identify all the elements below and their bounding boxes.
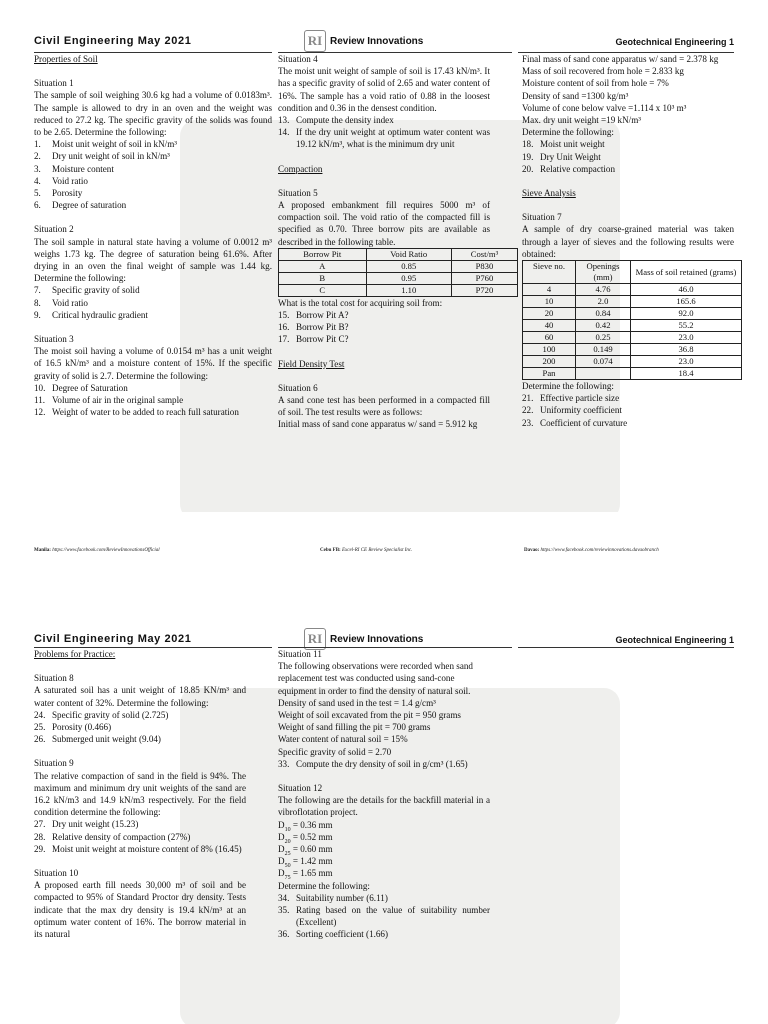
data-line: Weight of soil excavated from the pit = 950 grams <box>278 710 461 721</box>
list-item: 12. Weight of water to be added to reach full saturation <box>34 407 239 418</box>
situation-text: The sample of soil weighing 30.6 kg had a volume of 0.0183m³. The sample is allowed to dry in an oven and the weight was reduced to 27.2 kg. The specific gravity of the solids was found to be 2.65. Determine the following: <box>34 90 272 138</box>
situation-text: A proposed embankment fill requires 5000 m³ of compaction soil. The void ratio of the compacted fill is specified as 0.70. Three borrow pits are available as described in the following table. <box>278 200 490 247</box>
table-cell: 36.8 <box>631 344 742 356</box>
list-item: 21. Effective particle size <box>522 393 620 404</box>
table-cell <box>576 368 631 380</box>
list-item: 35. Rating based on the value of suitability number (Excellent) <box>278 905 490 928</box>
table-cell: 4.76 <box>576 284 631 296</box>
header-brand <box>304 30 423 52</box>
question-text: What is the total cost for acquiring soil from: <box>278 297 443 308</box>
table-header: Openings (mm) <box>576 261 631 284</box>
header-title: Civil Engineering May 2021 <box>34 35 192 47</box>
brand-name: Review Innovations <box>330 633 424 645</box>
question-list <box>34 138 272 211</box>
table-cell: 23.0 <box>631 332 742 344</box>
column-2 <box>278 53 499 431</box>
footer-manila: Manila: https://www.facebook.com/ReviewInnovationsOfficial <box>34 548 160 553</box>
column-1 <box>34 648 246 940</box>
situation-text: A sand cone test has been performed in a compacted fill of soil. The test results were as follows: <box>278 395 490 418</box>
brand-name: Review Innovations <box>330 35 424 47</box>
divider <box>518 647 734 648</box>
data-line: Weight of sand filling the pit = 700 grams <box>278 722 431 733</box>
table-cell: 4 <box>523 284 576 296</box>
situation-title: Situation 9 <box>34 758 74 769</box>
list-item: 17. Borrow Pit C? <box>278 334 349 345</box>
table-cell: 92.0 <box>631 308 742 320</box>
ri-logo-icon: RI <box>304 628 326 650</box>
table-header: Mass of soil retained (grams) <box>631 261 742 284</box>
data-line: Final mass of sand cone apparatus w/ sand = 2.378 kg <box>522 54 719 64</box>
section-title: Sieve Analysis <box>522 188 576 199</box>
situation-text: Initial mass of sand cone apparatus w/ sand = 5.912 kg <box>278 419 478 430</box>
question-list <box>34 818 246 855</box>
list-item: 29. Moist unit weight at moisture content of 8% (16.45) <box>34 843 242 854</box>
list-item: 6. Degree of saturation <box>34 200 127 211</box>
table-row <box>523 296 742 308</box>
table-header: Void Ratio <box>366 248 451 260</box>
column-1 <box>34 53 272 418</box>
question-list <box>522 138 734 175</box>
table-row <box>523 356 742 368</box>
footer-davao: Davao: https://www.facebook.com/reviewinnovations.davaobranch <box>524 548 659 553</box>
list-item: 28. Relative density of compaction (27%) <box>34 831 191 842</box>
header-subject: Geotechnical Engineering 1 <box>615 635 734 645</box>
table-row <box>523 284 742 296</box>
data-line: Moisture content of soil from hole = 7% <box>522 78 669 89</box>
table-cell: 0.85 <box>366 260 451 272</box>
situation-text: The following are the details for the backfill material in a vibroflotation project. <box>278 795 490 818</box>
data-line: Max. dry unit weight =19 kN/m³ <box>522 115 641 126</box>
table-cell: 165.6 <box>631 296 742 308</box>
section-title: Properties of Soil <box>34 54 98 64</box>
table-cell: P720 <box>451 284 517 296</box>
situation-text: The soil sample in natural state having a volume of 0.0012 m³ weighs 1.73 kg. The degree of saturation being 61.6%. After drying in an oven the final weight of sample was 1.44 kg. Determine the following: <box>34 236 272 284</box>
situation-title: Situation 6 <box>278 382 318 393</box>
list-item: 24. Specific gravity of solid (2.725) <box>34 709 169 720</box>
data-line: Mass of soil recovered from hole = 2.833 kg <box>522 66 684 77</box>
list-item: 25. Porosity (0.466) <box>34 722 112 733</box>
list-item: 5. Porosity <box>34 188 83 199</box>
table-cell: 18.4 <box>631 368 742 380</box>
situation-title: Situation 3 <box>34 334 74 345</box>
list-item: 2. Dry unit weight of soil in kN/m³ <box>34 151 170 162</box>
table-cell: Pan <box>523 368 576 380</box>
situation-title: Situation 1 <box>34 78 74 89</box>
sieve-table <box>522 260 742 380</box>
situation-text: A sample of dry coarse-grained material was taken through a layer of sieves and the following results were obtained: <box>522 224 734 259</box>
page-2 <box>0 618 768 1024</box>
situation-text: The relative compaction of sand in the field is 94%. The maximum and minimum dry unit weights of the sand are 16.2 kN/m3 and 14.9 kN/m3 respectively. For the field condition determine the following: <box>34 770 246 818</box>
table-cell: 10 <box>523 296 576 308</box>
table-row <box>523 320 742 332</box>
table-cell: C <box>279 284 367 296</box>
list-item: 4. Void ratio <box>34 175 88 186</box>
table-header-row <box>279 248 518 260</box>
table-cell: 1.10 <box>366 284 451 296</box>
list-item: 20. Relative compaction <box>522 163 615 174</box>
list-item: 19. Dry Unit Weight <box>522 151 601 162</box>
situation-text: A proposed earth fill needs 30,000 m³ of soil and be compacted to 95% of Standard Proctor dry density. Tests indicate that the max dry density is 19.4 kN/m³ at an optimum water content of 16%. The borrow material in its natural <box>34 880 246 940</box>
footer-cebu: Cebu FB: Excel-RI CE Review Specialist Inc. <box>320 548 413 553</box>
data-line: $D_{20} = 0.52$ mm <box>278 831 333 845</box>
situation-text: The moist unit weight of sample of soil is 17.43 kN/m³. It has a specific gravity of solid of 2.65 and water content of 16%. The sample has a void ratio of 0.88 in the loosest condition and 0.36 in the densest condition. <box>278 66 490 113</box>
table-cell: 0.25 <box>576 332 631 344</box>
table-cell: 55.2 <box>631 320 742 332</box>
table-header: Borrow Pit <box>279 248 367 260</box>
list-item: 3. Moisture content <box>34 163 114 174</box>
table-cell: P830 <box>451 260 517 272</box>
question-text: Determine the following: <box>522 381 614 392</box>
list-item: 26. Submerged unit weight (9.04) <box>34 734 161 745</box>
list-item: 22. Uniformity coefficient <box>522 405 622 416</box>
data-line: Volume of cone below valve =1.114 x 10³ m³ <box>522 102 687 113</box>
list-item: 34. Suitability number (6.11) <box>278 892 388 903</box>
table-header: Cost/m³ <box>451 248 517 260</box>
list-item: 18. Moist unit weight <box>522 139 605 150</box>
list-item: 16. Borrow Pit B? <box>278 322 349 333</box>
situation-title: Situation 8 <box>34 673 74 684</box>
question-list <box>278 309 490 346</box>
list-item: 11. Volume of air in the original sample <box>34 395 184 406</box>
table-cell: A <box>279 260 367 272</box>
question-list <box>34 709 246 746</box>
list-item: 27. Dry unit weight (15.23) <box>34 819 139 830</box>
table-cell: 23.0 <box>631 356 742 368</box>
situation-title: Situation 11 <box>278 649 322 659</box>
list-item: 14. If the dry unit weight at optimum water content was 19.12 kN/m³, what is the minimum dry unit <box>278 127 490 150</box>
list-item: 33. Compute the dry density of soil in g/cm³ (1.65) <box>278 758 468 769</box>
data-line: $D_{25} = 0.60$ mm <box>278 844 333 857</box>
question-list <box>278 892 490 941</box>
table-cell: 200 <box>523 356 576 368</box>
list-item: 23. Coefficient of curvature <box>522 417 628 428</box>
page-header <box>34 34 734 50</box>
table-cell: 46.0 <box>631 284 742 296</box>
list-item: 1. Moist unit weight of soil in kN/m³ <box>34 139 177 150</box>
question-list <box>34 284 272 321</box>
borrow-pit-table <box>278 248 518 297</box>
list-item: 15. Borrow Pit A? <box>278 310 349 321</box>
situation-title: Situation 7 <box>522 212 562 223</box>
header-title: Civil Engineering May 2021 <box>34 633 192 645</box>
section-title: Field Density Test <box>278 358 345 369</box>
question-list <box>278 758 490 770</box>
list-item: 10. Degree of Saturation <box>34 382 128 393</box>
table-cell: P760 <box>451 272 517 284</box>
section-title: Problems for Practice: <box>34 649 116 659</box>
data-line: Water content of natural soil = 15% <box>278 734 408 745</box>
table-cell: B <box>279 272 367 284</box>
ri-logo-icon: RI <box>304 30 326 52</box>
question-list <box>278 114 490 151</box>
table-row <box>523 308 742 320</box>
table-cell: 0.84 <box>576 308 631 320</box>
table-cell: 0.074 <box>576 356 631 368</box>
data-line: Density of sand =1300 kg/m³ <box>522 90 629 101</box>
data-line: $D_{50} = 1.42$ mm <box>278 856 333 870</box>
data-line: $D_{75} = 1.65$ mm <box>278 868 333 882</box>
table-cell: 2.0 <box>576 296 631 308</box>
question-list <box>522 392 734 429</box>
page-footer <box>34 548 734 558</box>
question-list <box>34 382 272 419</box>
list-item: 9. Critical hydraulic gradient <box>34 309 148 320</box>
table-row <box>523 332 742 344</box>
data-line: Determine the following: <box>522 127 614 138</box>
list-item: 7. Specific gravity of solid <box>34 285 140 296</box>
section-title: Compaction <box>278 163 323 174</box>
table-row <box>523 368 742 380</box>
table-cell: 60 <box>523 332 576 344</box>
table-cell: 100 <box>523 344 576 356</box>
situation-text: The following observations were recorded when sand replacement test was conducted using sand-cone equipment in order to find the density of natural soil. <box>278 661 473 696</box>
data-line: Density of sand used in the test = 1.4 g/cm³ <box>278 697 436 708</box>
column-2 <box>278 648 490 941</box>
list-item: 36. Sorting coefficient (1.66) <box>278 929 389 940</box>
table-header-row <box>523 261 742 284</box>
situation-text: The moist soil having a volume of 0.0154 m³ has a unit weight of 16.5 kN/m³ and a moisture content of 15%. If the specific gravity of solid is 2.7. Determine the following: <box>34 346 272 381</box>
question-text: Determine the following: <box>278 880 370 891</box>
table-cell: 0.95 <box>366 272 451 284</box>
data-line: $D_{10} = 0.36$ mm <box>278 819 333 833</box>
table-cell: 0.149 <box>576 344 631 356</box>
situation-text: A saturated soil has a unit weight of 18.85 KN/m³ and water content of 32%. Determine the following: <box>34 685 246 708</box>
situation-title: Situation 5 <box>278 187 318 198</box>
table-cell: 20 <box>523 308 576 320</box>
table-cell: 0.42 <box>576 320 631 332</box>
situation-title: Situation 4 <box>278 54 318 64</box>
table-row <box>523 344 742 356</box>
situation-title: Situation 12 <box>278 783 323 794</box>
table-row <box>279 260 518 272</box>
situation-title: Situation 10 <box>34 868 79 879</box>
table-row <box>279 272 518 284</box>
situation-title: Situation 2 <box>34 224 74 235</box>
table-row <box>279 284 518 296</box>
header-subject: Geotechnical Engineering 1 <box>615 37 734 47</box>
list-item: 13. Compute the density index <box>278 115 394 126</box>
table-header: Sieve no. <box>523 261 576 284</box>
table-cell: 40 <box>523 320 576 332</box>
data-line: Specific gravity of solid = 2.70 <box>278 746 392 757</box>
page-header <box>34 632 734 648</box>
column-3 <box>522 53 737 429</box>
list-item: 8. Void ratio <box>34 297 88 308</box>
